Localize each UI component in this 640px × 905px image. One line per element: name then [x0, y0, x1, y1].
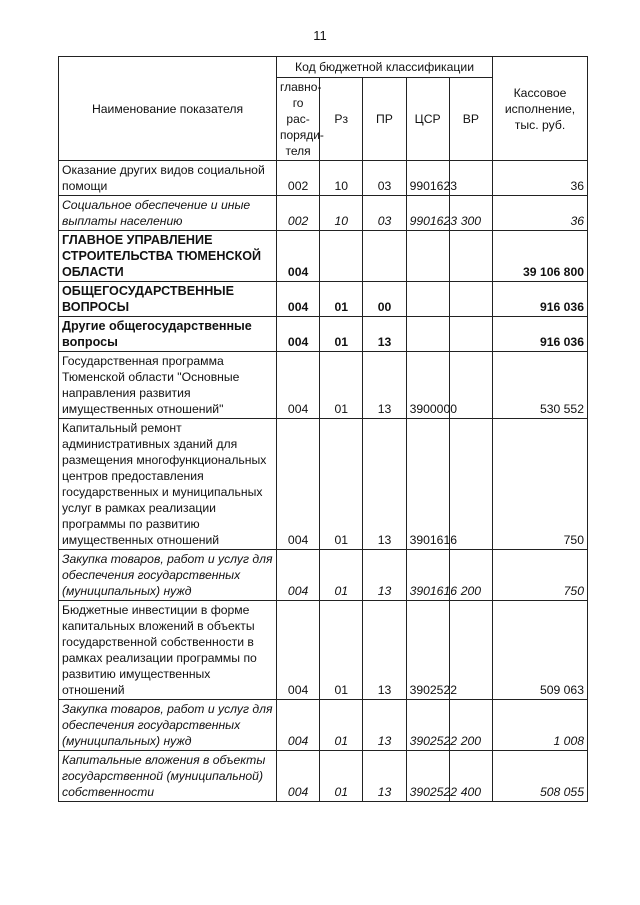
row-name: Капитальный ремонт административных зданий для размещения многофункциональных центров предоставления государственных и муниципальных услуг в рамках реализации программы по развитию имущественных отношений [59, 419, 277, 550]
row-csr: 3902522 [406, 700, 449, 751]
row-amount: 509 063 [493, 601, 588, 700]
row-name: Оказание других видов социальной помощи [59, 161, 277, 196]
row-csr [406, 317, 449, 352]
row-rz: 01 [320, 282, 363, 317]
row-csr: 9901623 [406, 196, 449, 231]
row-rz: 01 [320, 419, 363, 550]
row-name: Другие общегосударственные вопросы [59, 317, 277, 352]
header-amount: Кассовое исполнение, тыс. руб. [493, 57, 588, 161]
table-row [59, 601, 588, 700]
row-vr [449, 231, 492, 282]
row-rz: 10 [320, 161, 363, 196]
row-name: ГЛАВНОЕ УПРАВЛЕНИЕ СТРОИТЕЛЬСТВА ТЮМЕНСКОЙ ОБЛАСТИ [59, 231, 277, 282]
row-amount: 39 106 800 [493, 231, 588, 282]
row-pr: 13 [363, 317, 406, 352]
budget-table [58, 56, 588, 802]
row-gl: 004 [277, 700, 320, 751]
row-name: Бюджетные инвестиции в форме капитальных вложений в объекты государственной собственности в рамках реализации программы по развитию имущественных отношений [59, 601, 277, 700]
row-name: Социальное обеспечение и иные выплаты населению [59, 196, 277, 231]
row-rz: 01 [320, 751, 363, 802]
table-row [59, 751, 588, 802]
row-gl: 004 [277, 751, 320, 802]
table-row [59, 161, 588, 196]
row-name: Закупка товаров, работ и услуг для обеспечения государственных (муниципальных) нужд [59, 700, 277, 751]
row-gl: 004 [277, 419, 320, 550]
row-pr: 13 [363, 352, 406, 419]
row-pr: 13 [363, 700, 406, 751]
row-pr: 03 [363, 196, 406, 231]
header-vr: ВР [449, 78, 492, 161]
row-rz: 01 [320, 550, 363, 601]
row-amount: 1 008 [493, 700, 588, 751]
row-amount: 916 036 [493, 282, 588, 317]
row-vr [449, 419, 492, 550]
table-row [59, 282, 588, 317]
row-rz: 01 [320, 601, 363, 700]
row-vr: 400 [449, 751, 492, 802]
row-gl: 004 [277, 352, 320, 419]
row-csr [406, 282, 449, 317]
row-pr [363, 231, 406, 282]
row-pr: 13 [363, 419, 406, 550]
row-amount: 750 [493, 550, 588, 601]
row-gl: 004 [277, 317, 320, 352]
row-rz: 01 [320, 352, 363, 419]
row-amount: 750 [493, 419, 588, 550]
header-code-group: Код бюджетной классификации [277, 57, 493, 78]
row-csr: 3901616 [406, 419, 449, 550]
row-amount: 36 [493, 161, 588, 196]
table-row [59, 196, 588, 231]
row-gl: 002 [277, 161, 320, 196]
row-rz: 01 [320, 317, 363, 352]
row-pr: 13 [363, 601, 406, 700]
row-csr: 9901623 [406, 161, 449, 196]
header-csr: ЦСР [406, 78, 449, 161]
row-name: Государственная программа Тюменской области "Основные направления развития имущественных отношений" [59, 352, 277, 419]
row-vr [449, 282, 492, 317]
row-pr: 03 [363, 161, 406, 196]
row-vr [449, 317, 492, 352]
header-glavnogo: главно-го рас-поряди-теля [277, 78, 320, 161]
row-gl: 004 [277, 601, 320, 700]
row-name: Закупка товаров, работ и услуг для обеспечения государственных (муниципальных) нужд [59, 550, 277, 601]
row-csr: 3901616 [406, 550, 449, 601]
row-name: ОБЩЕГОСУДАРСТВЕННЫЕ ВОПРОСЫ [59, 282, 277, 317]
row-rz: 10 [320, 196, 363, 231]
table-row [59, 352, 588, 419]
row-csr: 3900000 [406, 352, 449, 419]
page-number: 11 [313, 28, 327, 43]
row-amount: 36 [493, 196, 588, 231]
row-gl: 004 [277, 231, 320, 282]
row-rz [320, 231, 363, 282]
table-row [59, 419, 588, 550]
row-vr: 200 [449, 550, 492, 601]
row-amount: 508 055 [493, 751, 588, 802]
header-pr: ПР [363, 78, 406, 161]
table-row [59, 550, 588, 601]
row-pr: 00 [363, 282, 406, 317]
table-row [59, 317, 588, 352]
header-name: Наименование показателя [59, 57, 277, 161]
row-gl: 004 [277, 550, 320, 601]
row-name: Капитальные вложения в объекты государственной (муниципальной) собственности [59, 751, 277, 802]
table-row [59, 231, 588, 282]
row-amount: 916 036 [493, 317, 588, 352]
row-vr: 300 [449, 196, 492, 231]
row-vr: 200 [449, 700, 492, 751]
row-csr [406, 231, 449, 282]
row-gl: 002 [277, 196, 320, 231]
row-pr: 13 [363, 751, 406, 802]
table-row [59, 700, 588, 751]
row-amount: 530 552 [493, 352, 588, 419]
row-rz: 01 [320, 700, 363, 751]
row-gl: 004 [277, 282, 320, 317]
row-csr: 3902522 [406, 601, 449, 700]
row-pr: 13 [363, 550, 406, 601]
row-csr: 3902522 [406, 751, 449, 802]
header-rz: Рз [320, 78, 363, 161]
